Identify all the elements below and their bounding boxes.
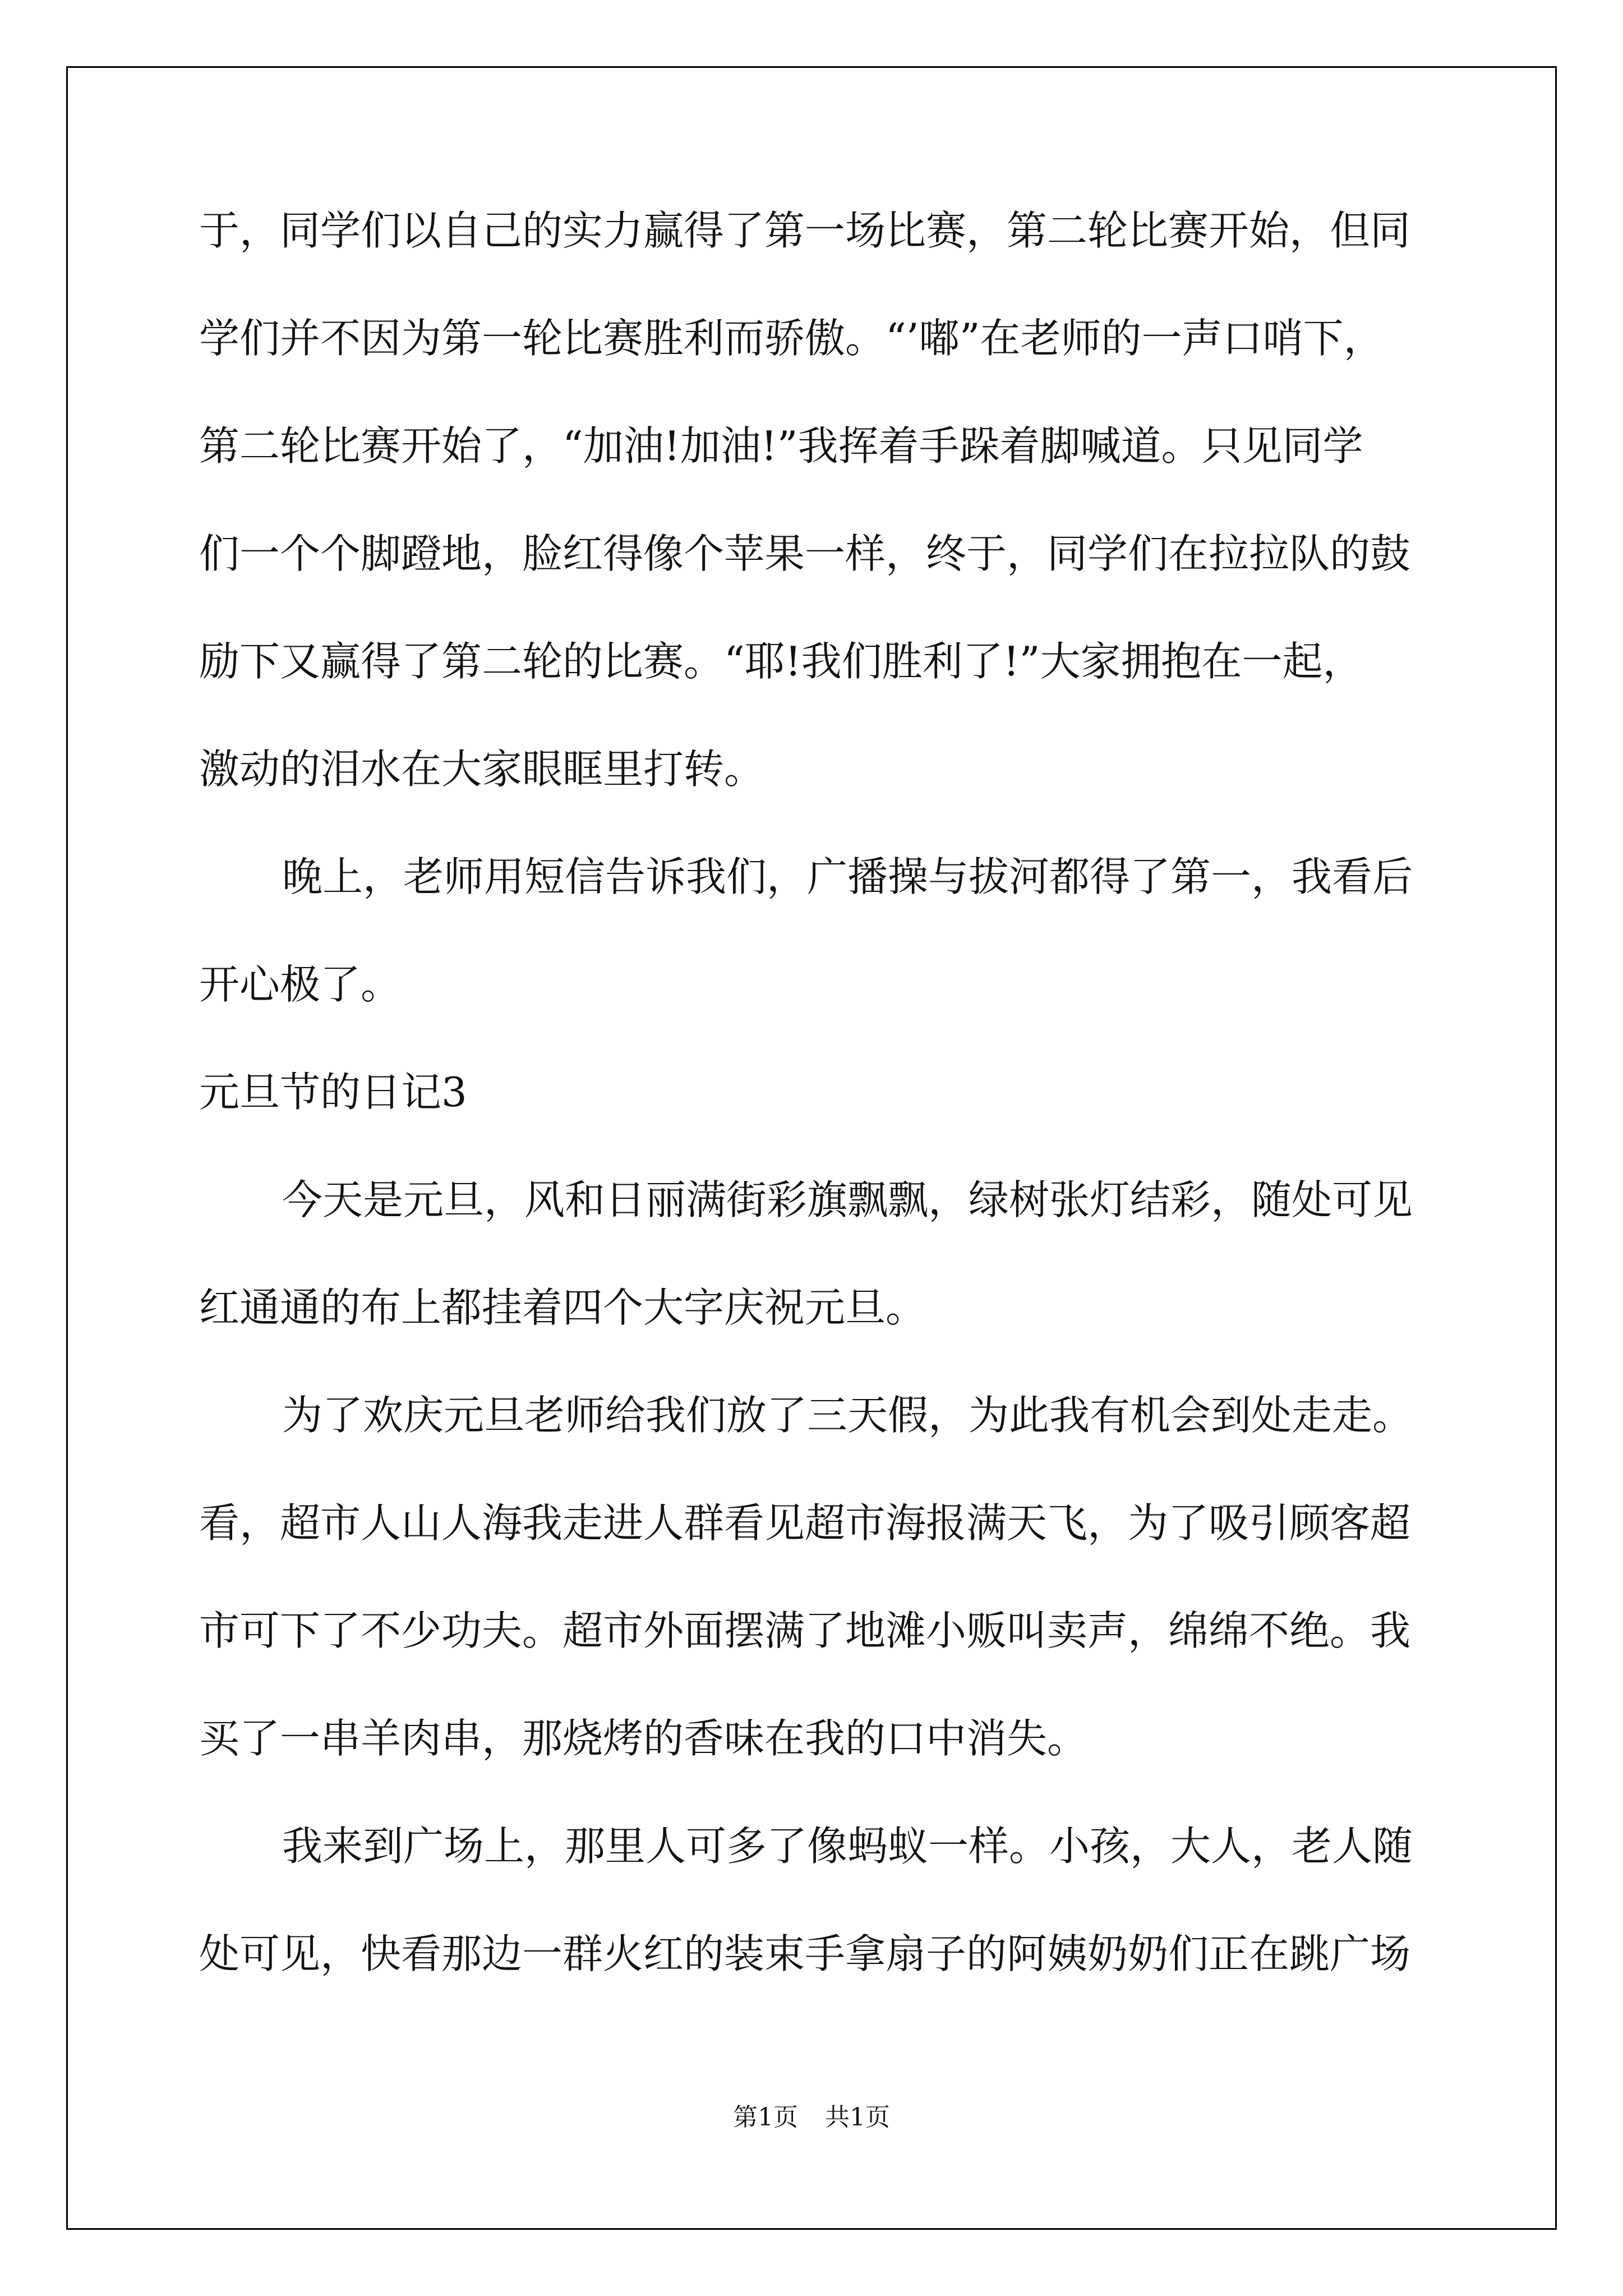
text-line: 学们并不因为第一轮比赛胜利而骄傲。“’嘟”在老师的一声口哨下， — [199, 315, 1384, 362]
text-line: 第二轮比赛开始了，“加油!加油!”我挥着手跺着脚喊道。只见同学 — [199, 422, 1363, 470]
text-line: 看，超市人山人海我走进人群看见超市海报满天飞，为了吸引顾客超 — [199, 1499, 1411, 1547]
page-total: 共1页 — [825, 2103, 890, 2132]
page-footer — [0, 2105, 1623, 2130]
page-border — [66, 66, 1557, 2230]
text-line: 今天是元旦，风和日丽满街彩旗飘飘，绿树张灯结彩，随处可见 — [282, 1176, 1413, 1223]
text-line: 们一个个脚蹬地，脸红得像个苹果一样，终于，同学们在拉拉队的鼓 — [199, 530, 1411, 577]
text-line: 激动的泪水在大家眼眶里打转。 — [199, 746, 765, 793]
section-heading: 元旦节的日记3 — [199, 1069, 467, 1116]
text-line: 为了欢庆元旦老师给我们放了三天假，为此我有机会到处走走。 — [282, 1392, 1413, 1439]
text-line: 于，同学们以自己的实力赢得了第一场比赛，第二轮比赛开始，但同 — [199, 207, 1411, 254]
text-line: 励下又赢得了第二轮的比赛。“耶!我们胜利了!”大家拥抱在一起， — [199, 638, 1363, 685]
text-line: 市可下了不少功夫。超市外面摆满了地滩小贩叫卖声，绵绵不绝。我 — [199, 1607, 1411, 1654]
text-line: 我来到广场上，那里人可多了像蚂蚁一样。小孩，大人，老人随 — [282, 1823, 1413, 1870]
text-line: 红通通的布上都挂着四个大字庆祝元旦。 — [199, 1284, 926, 1331]
text-line: 处可见，快看那边一群火红的装束手拿扇子的阿姨奶奶们正在跳广场 — [199, 1930, 1411, 1977]
page-number: 第1页 — [733, 2103, 798, 2132]
text-line: 开心极了。 — [199, 961, 402, 1008]
text-line: 买了一串羊肉串，那烧烤的香味在我的口中消失。 — [199, 1715, 1088, 1762]
text-line: 晚上，老师用短信告诉我们，广播操与拔河都得了第一，我看后 — [282, 853, 1413, 900]
